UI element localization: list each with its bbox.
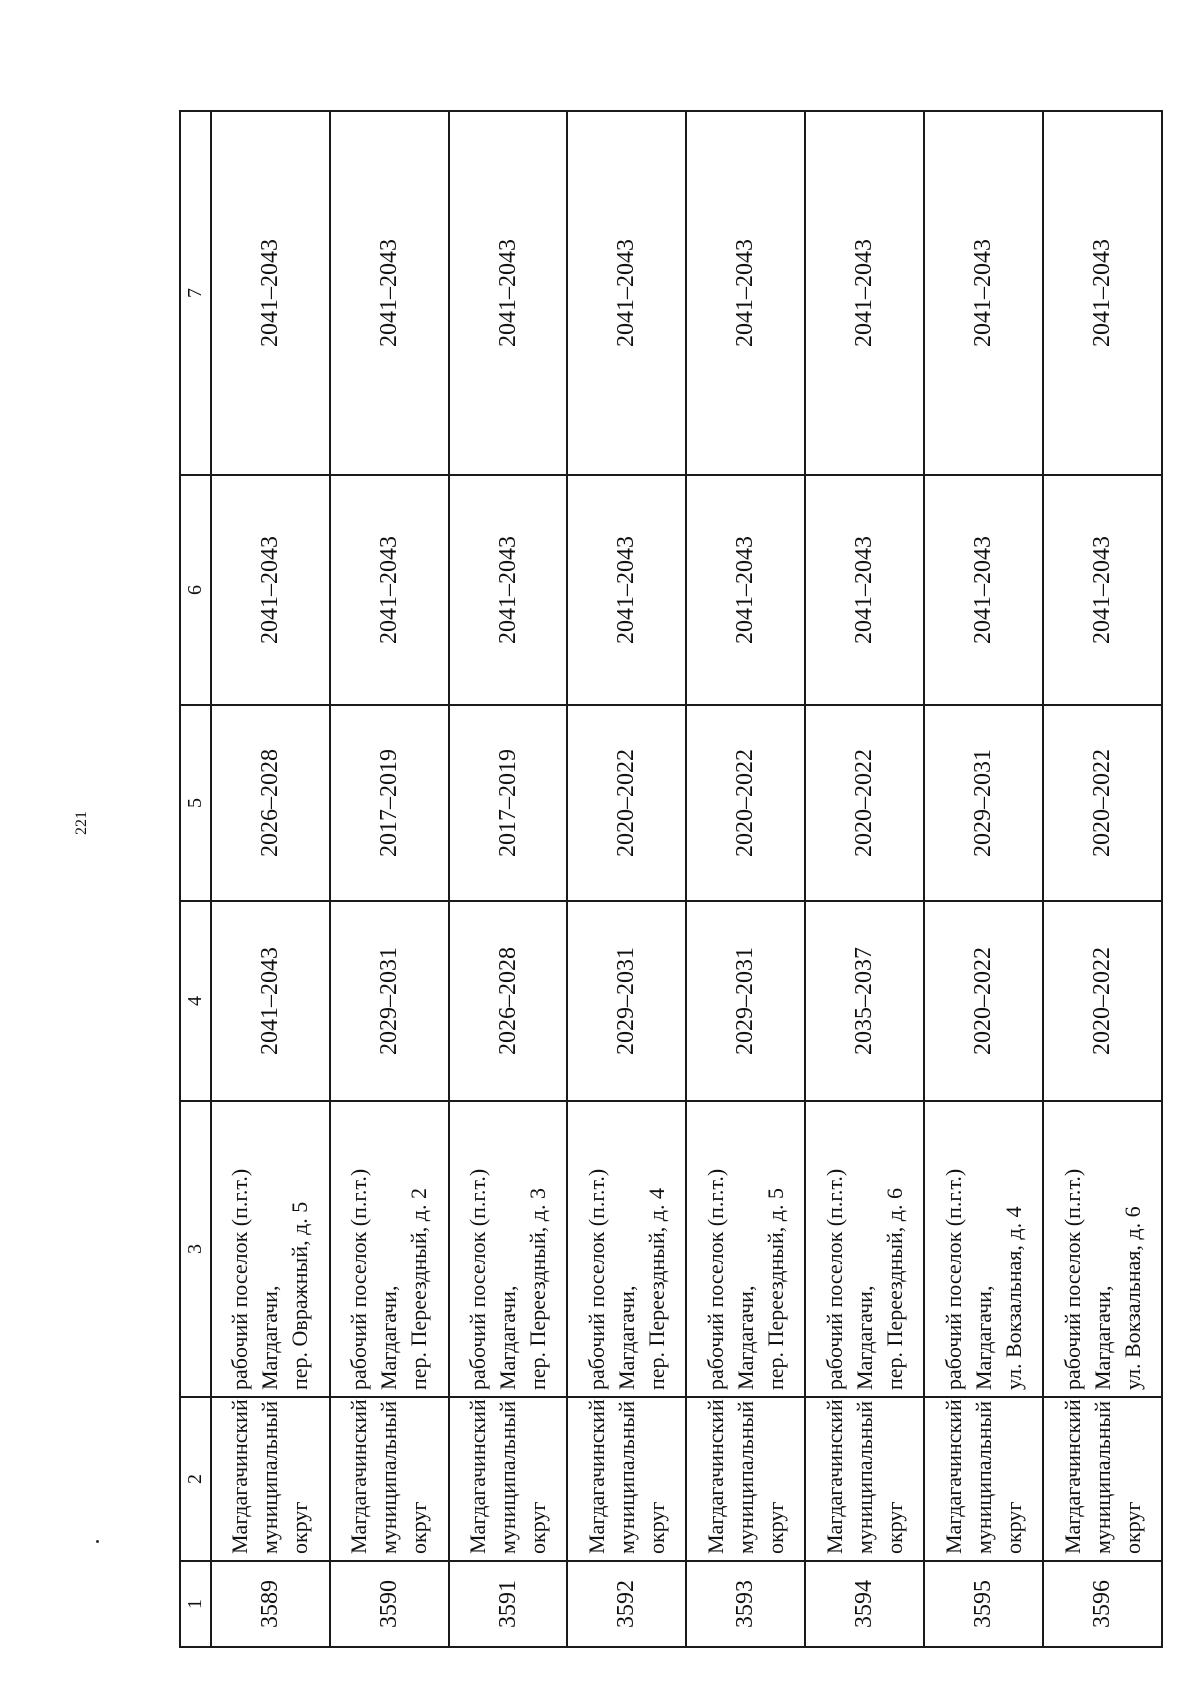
- district-cell-line: Магдагачинский: [227, 1399, 253, 1554]
- district-cell: [1043, 1397, 1162, 1561]
- period-cell-6: 2041–2043: [1043, 475, 1162, 705]
- address-cell-line: Магдагачи,: [970, 1285, 996, 1390]
- district-cell-line: муниципальный: [970, 1400, 996, 1554]
- period-cell-4: 2041–2043: [211, 901, 330, 1101]
- header-cell-5: 5: [180, 705, 211, 901]
- district-cell-line: муниципальный: [613, 1400, 639, 1554]
- district-cell-line: Магдагачинский: [940, 1399, 966, 1554]
- period-cell-7: 2041–2043: [686, 111, 805, 475]
- address-cell-line: рабочий поселок (п.г.т.): [583, 1168, 609, 1390]
- district-cell: [567, 1397, 686, 1561]
- row-number-cell: 3593: [686, 1561, 805, 1647]
- header-cell-4: 4: [180, 901, 211, 1101]
- district-cell-line: округ: [406, 1501, 432, 1554]
- address-cell: [686, 1101, 805, 1397]
- header-cell-2: 2: [180, 1397, 211, 1561]
- district-cell-line: округ: [881, 1501, 907, 1554]
- address-cell-line: рабочий поселок (п.г.т.): [1059, 1168, 1085, 1390]
- district-cell-line: округ: [525, 1501, 551, 1554]
- address-cell-line: пер. Переездный, д. 4: [643, 1188, 669, 1390]
- period-cell-7: 2041–2043: [449, 111, 568, 475]
- period-cell-7: 2041–2043: [567, 111, 686, 475]
- period-cell-6: 2041–2043: [805, 475, 924, 705]
- period-cell-4: 2029–2031: [567, 901, 686, 1101]
- table-row: [1043, 111, 1162, 1647]
- address-cell-line: ул. Вокзальная, д. 6: [1119, 1206, 1145, 1390]
- address-cell: [924, 1101, 1043, 1397]
- address-cell-line: Магдагачи,: [495, 1285, 521, 1390]
- period-cell-4: 2026–2028: [449, 901, 568, 1101]
- period-cell-6: 2041–2043: [686, 475, 805, 705]
- table-row: [686, 111, 805, 1647]
- district-cell-line: муниципальный: [851, 1400, 877, 1554]
- district-cell-line: Магдагачинский: [1059, 1399, 1085, 1554]
- page-number: 221: [73, 811, 90, 835]
- address-cell-line: пер. Переездный, д. 6: [881, 1188, 907, 1390]
- table-row: [449, 111, 568, 1647]
- district-cell-line: Магдагачинский: [583, 1399, 609, 1554]
- address-cell-line: рабочий поселок (п.г.т.): [940, 1168, 966, 1390]
- address-cell: [211, 1101, 330, 1397]
- address-cell-line: Магдагачи,: [613, 1285, 639, 1390]
- address-cell-line: рабочий поселок (п.г.т.): [821, 1168, 847, 1390]
- address-cell-line: Магдагачи,: [1089, 1285, 1115, 1390]
- district-cell-line: муниципальный: [495, 1400, 521, 1554]
- period-cell-6: 2041–2043: [449, 475, 568, 705]
- address-cell-line: пер. Овражный, д. 5: [287, 1201, 313, 1390]
- district-cell: [805, 1397, 924, 1561]
- row-number-cell: 3595: [924, 1561, 1043, 1647]
- table-row: [211, 111, 330, 1647]
- address-cell-line: пер. Переездный, д. 3: [525, 1188, 551, 1390]
- period-cell-4: 2029–2031: [330, 901, 449, 1101]
- address-cell-line: Магдагачи,: [851, 1285, 877, 1390]
- address-cell-line: рабочий поселок (п.г.т.): [465, 1168, 491, 1390]
- period-cell-4: 2020–2022: [1043, 901, 1162, 1101]
- address-cell-line: Магдагачи,: [257, 1285, 283, 1390]
- address-cell-line: Магдагачи,: [376, 1285, 402, 1390]
- period-cell-7: 2041–2043: [805, 111, 924, 475]
- header-cell-6: 6: [180, 475, 211, 705]
- address-cell: [567, 1101, 686, 1397]
- address-cell-line: рабочий поселок (п.г.т.): [702, 1168, 728, 1390]
- row-number-cell: 3589: [211, 1561, 330, 1647]
- district-cell-line: округ: [643, 1501, 669, 1554]
- period-cell-7: 2041–2043: [1043, 111, 1162, 475]
- table-body: [180, 111, 1162, 1647]
- period-cell-6: 2041–2043: [211, 475, 330, 705]
- table-row: [924, 111, 1043, 1647]
- address-cell: [805, 1101, 924, 1397]
- period-cell-6: 2041–2043: [924, 475, 1043, 705]
- table-row: [805, 111, 924, 1647]
- district-cell: [449, 1397, 568, 1561]
- period-cell-4: 2035–2037: [805, 901, 924, 1101]
- district-cell: [924, 1397, 1043, 1561]
- data-table: [179, 110, 1163, 1648]
- address-cell: [449, 1101, 568, 1397]
- address-cell-line: Магдагачи,: [732, 1285, 758, 1390]
- address-cell-line: пер. Переездный, д. 2: [406, 1188, 432, 1390]
- district-cell-line: муниципальный: [732, 1400, 758, 1554]
- table-row: [567, 111, 686, 1647]
- row-number-cell: 3592: [567, 1561, 686, 1647]
- period-cell-7: 2041–2043: [330, 111, 449, 475]
- header-cell-3: 3: [180, 1101, 211, 1397]
- district-cell-line: Магдагачинский: [346, 1399, 372, 1554]
- period-cell-4: 2020–2022: [924, 901, 1043, 1101]
- table-row: [330, 111, 449, 1647]
- row-number-cell: 3590: [330, 1561, 449, 1647]
- period-cell-5: 2020–2022: [567, 705, 686, 901]
- address-cell-line: рабочий поселок (п.г.т.): [346, 1168, 372, 1390]
- row-number-cell: 3591: [449, 1561, 568, 1647]
- address-cell: [1043, 1101, 1162, 1397]
- district-cell-line: округ: [1119, 1501, 1145, 1554]
- header-cell-1: 1: [180, 1561, 211, 1647]
- period-cell-5: 2020–2022: [1043, 705, 1162, 901]
- period-cell-5: 2029–2031: [924, 705, 1043, 901]
- address-cell-line: пер. Переездный, д. 5: [762, 1188, 788, 1390]
- address-cell-line: рабочий поселок (п.г.т.): [227, 1168, 253, 1390]
- period-cell-7: 2041–2043: [211, 111, 330, 475]
- period-cell-7: 2041–2043: [924, 111, 1043, 475]
- period-cell-5: 2017–2019: [330, 705, 449, 901]
- period-cell-6: 2041–2043: [330, 475, 449, 705]
- district-cell-line: округ: [762, 1501, 788, 1554]
- district-cell-line: округ: [1000, 1501, 1026, 1554]
- period-cell-5: 2026–2028: [211, 705, 330, 901]
- district-cell-line: округ: [287, 1501, 313, 1554]
- district-cell: [686, 1397, 805, 1561]
- row-number-cell: 3594: [805, 1561, 924, 1647]
- period-cell-4: 2029–2031: [686, 901, 805, 1101]
- table-container: [179, 112, 1163, 1648]
- period-cell-5: 2020–2022: [686, 705, 805, 901]
- district-cell-line: муниципальный: [1089, 1400, 1115, 1554]
- scan-speck: [96, 1540, 99, 1543]
- address-cell: [330, 1101, 449, 1397]
- address-cell-line: ул. Вокзальная, д. 4: [1000, 1206, 1026, 1390]
- district-cell-line: Магдагачинский: [465, 1399, 491, 1554]
- district-cell-line: Магдагачинский: [702, 1399, 728, 1554]
- district-cell: [211, 1397, 330, 1561]
- period-cell-6: 2041–2043: [567, 475, 686, 705]
- district-cell-line: муниципальный: [376, 1400, 402, 1554]
- period-cell-5: 2017–2019: [449, 705, 568, 901]
- header-cell-7: 7: [180, 111, 211, 475]
- district-cell: [330, 1397, 449, 1561]
- district-cell-line: Магдагачинский: [821, 1399, 847, 1554]
- period-cell-5: 2020–2022: [805, 705, 924, 901]
- header-row: [180, 111, 211, 1647]
- row-number-cell: 3596: [1043, 1561, 1162, 1647]
- district-cell-line: муниципальный: [257, 1400, 283, 1554]
